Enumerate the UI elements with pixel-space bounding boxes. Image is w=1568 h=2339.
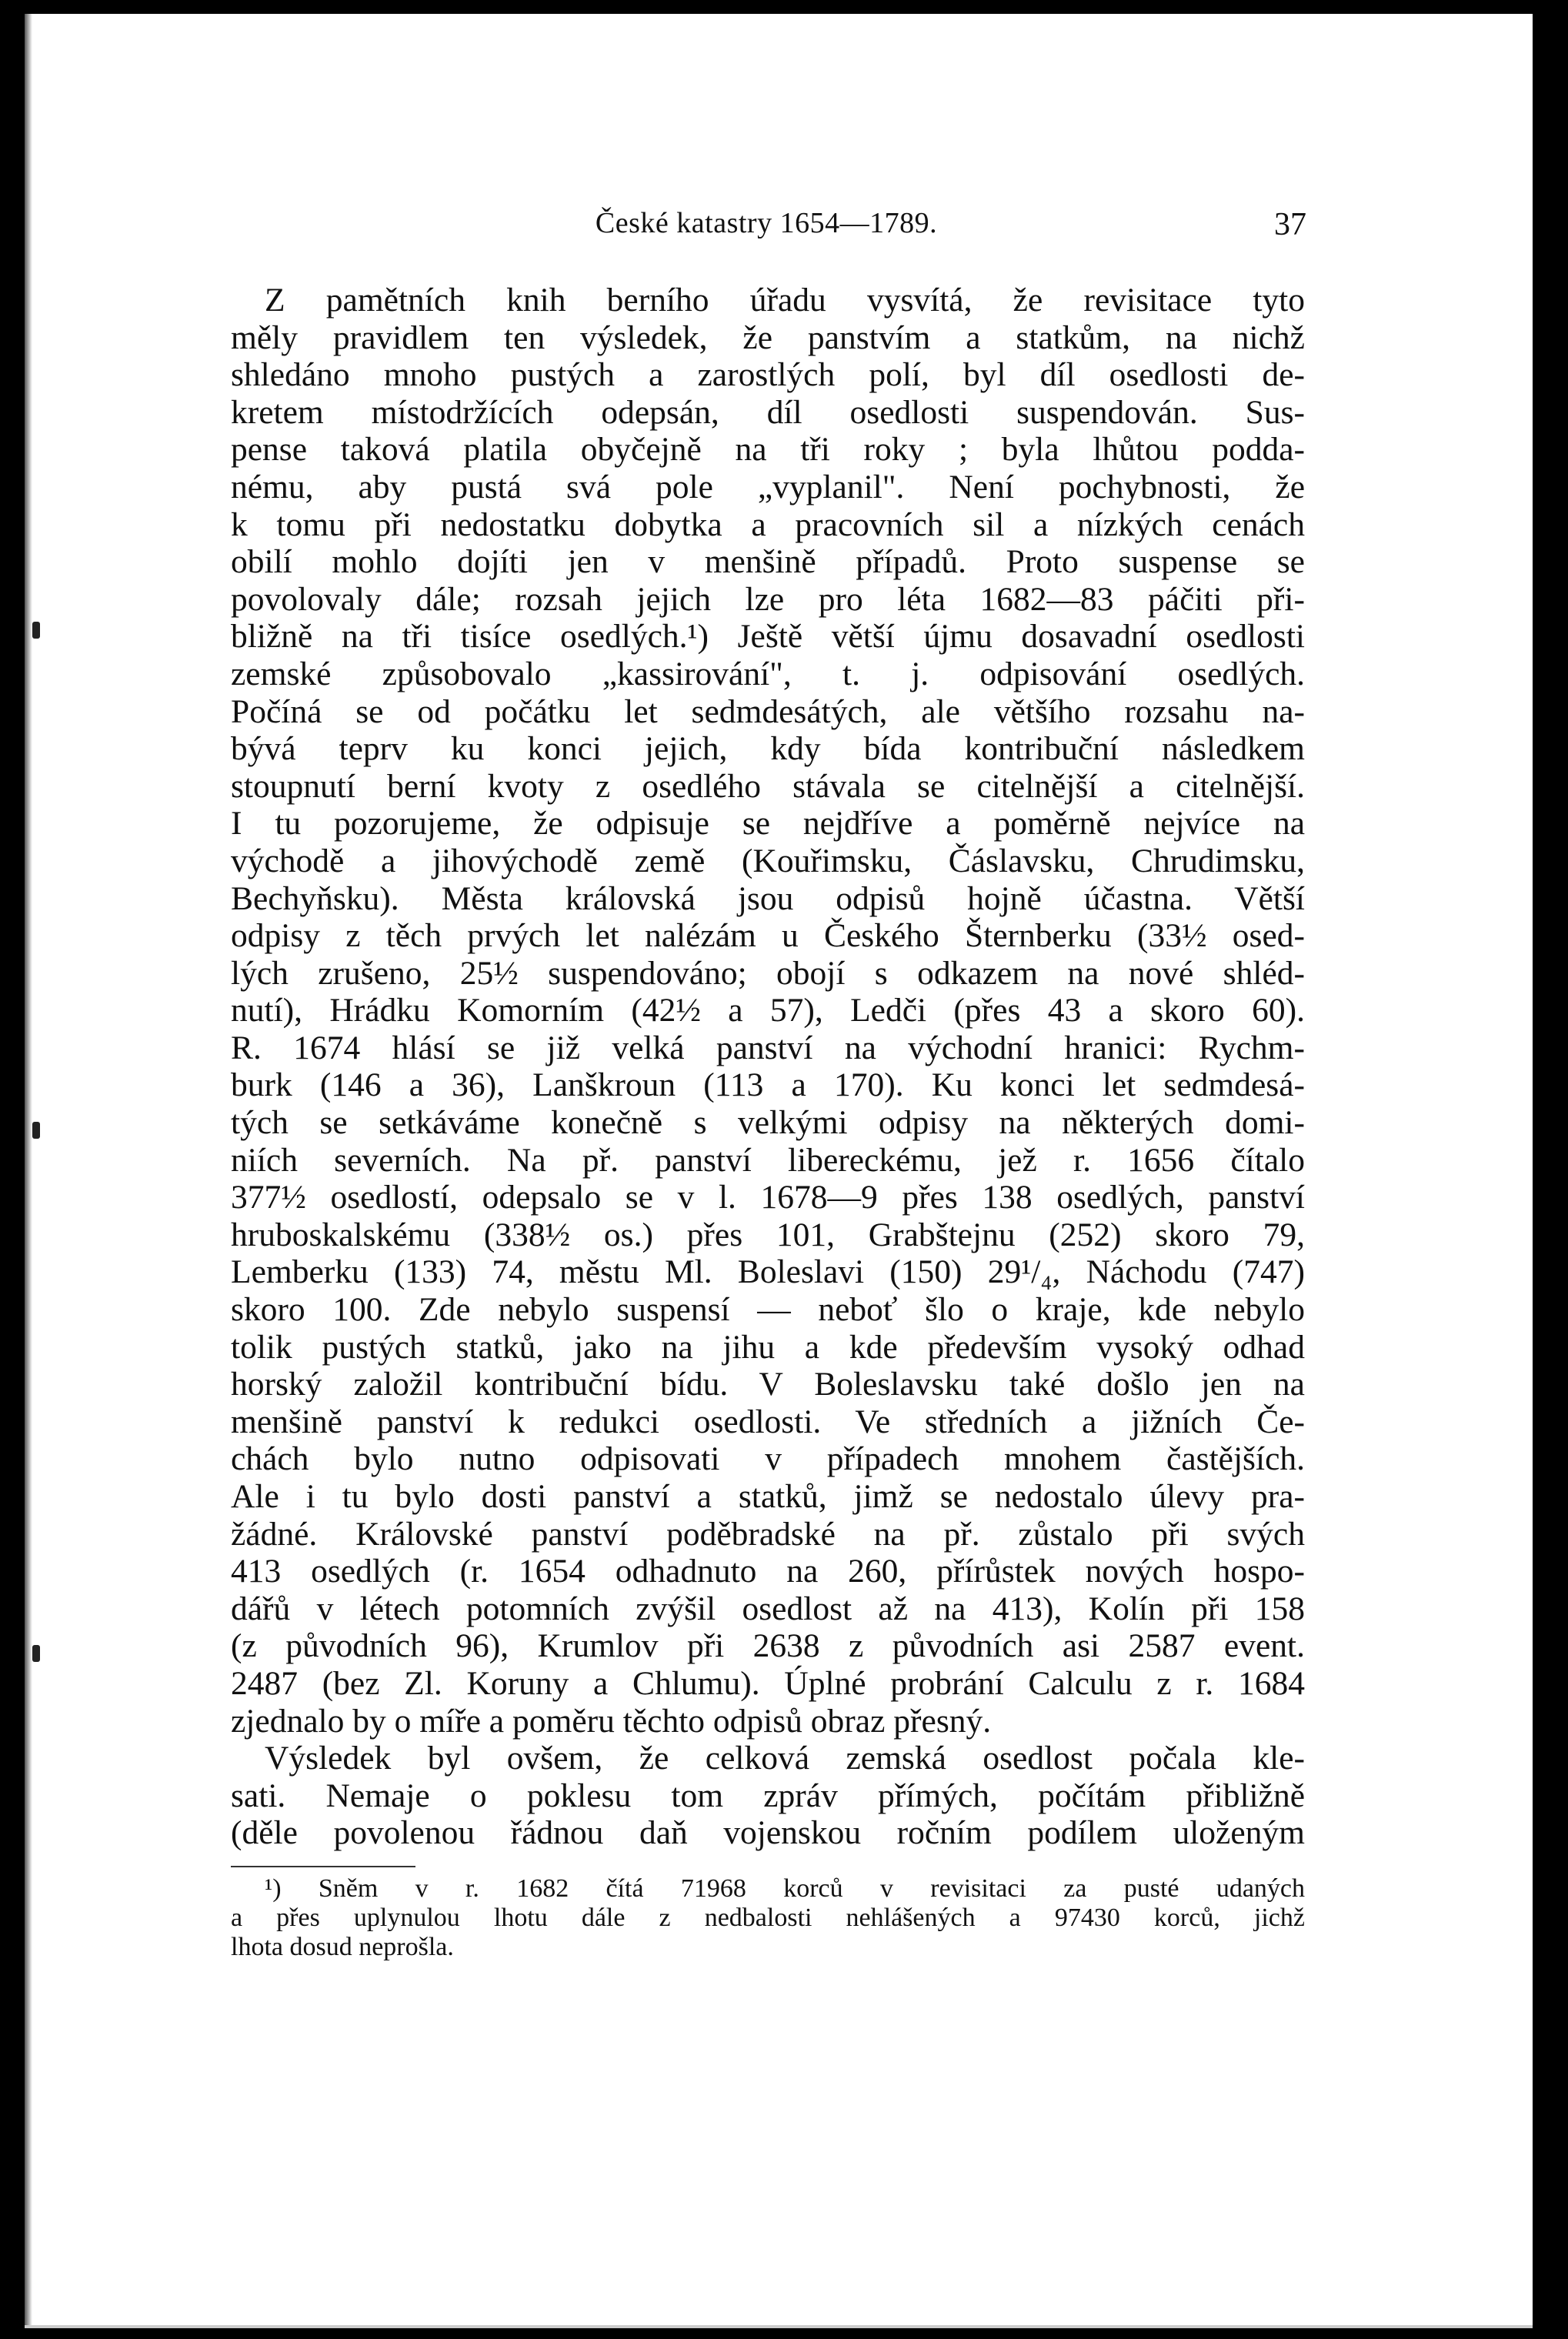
text-line: obilí mohlo dojíti jen v menšině případů. Proto suspense se — [231, 543, 1305, 581]
text-line: Bechyňsku). Města královská jsou odpisů hojně účastna. Větší — [231, 879, 1305, 917]
text-line: povolovaly dále; rozsah jejich lze pro léta 1682—83 páčiti při- — [231, 580, 1305, 618]
text-line: zjednalo by o míře a poměru těchto odpisů obraz přesný. — [231, 1702, 992, 1740]
text-line: menšině panství k redukci osedlosti. Ve středních a jižních Če- — [231, 1403, 1305, 1440]
text-line: odpisy z těch prvých let nalézám u Českého Šternberku (33½ osed- — [231, 917, 1305, 955]
text-line: nutí), Hrádku Komorním (42½ a 57), Ledči (přes 43 a skoro 60). — [231, 992, 1305, 1029]
scan-mark — [32, 622, 40, 639]
body-text — [231, 282, 1305, 1852]
text-line: tých se setkáváme konečně s velkými odpisy na některých domi- — [231, 1104, 1305, 1142]
text-line: žádné. Královské panství poděbradské na př. zůstalo při svých — [231, 1515, 1305, 1553]
text-line: dářů v létech potomních zvýšil osedlost až na 413), Kolín při 158 — [231, 1590, 1305, 1627]
footnote-line: lhota dosud neprošla. — [231, 1933, 454, 1961]
text-line: stoupnutí berní kvoty z osedlého stávala se citelnější a citelnější. — [231, 767, 1305, 805]
text-line: R. 1674 hlásí se již velká panství na východní hranici: Rychm- — [231, 1029, 1305, 1066]
text-line: Z pamětních knih berního úřadu vysvítá, že revisitace tyto — [265, 282, 1305, 319]
page-number: 37 — [1274, 207, 1306, 242]
footnote — [231, 1874, 1305, 1962]
text-line: bývá teprv ku konci jejich, kdy bída kontribuční následkem — [231, 730, 1305, 768]
footnote-line: ¹) Sněm v r. 1682 čítá 71968 korců v revisitaci za pusté udaných — [265, 1874, 1305, 1903]
text-line: Výsledek byl ovšem, že celková zemská osedlost počala kle- — [265, 1740, 1305, 1777]
text-line: nému, aby pustá svá pole „vyplanil". Není pochybnosti, že — [231, 468, 1305, 506]
text-line: zemské způsobovalo „kassirování", t. j. odpisování osedlých. — [231, 655, 1305, 692]
text-line: I tu pozorujeme, že odpisuje se nejdříve a poměrně nejvíce na — [231, 805, 1305, 843]
text-line: měly pravidlem ten výsledek, že panstvím a statkům, na nichž — [231, 319, 1305, 356]
text-line: Lemberku (133) 74, městu Ml. Boleslavi (150) 29¹/₄, Náchodu (747) — [231, 1253, 1305, 1291]
running-head: České katastry 1654—1789. — [595, 207, 938, 239]
text-line: tolik pustých statků, jako na jihu a kde především vysoký odhad — [231, 1328, 1305, 1366]
page-bottom-edge — [25, 2325, 1533, 2328]
page-edge-shadow — [25, 14, 32, 2328]
text-line: pense taková platila obyčejně na tři roky ; byla lhůtou podda- — [231, 431, 1305, 469]
footnote-line: a přes uplynulou lhotu dále z nedbalosti nehlášených a 97430 korců, jichž — [231, 1904, 1305, 1932]
text-line: chách bylo nutno odpisovati v případech mnohem častějších. — [231, 1440, 1305, 1478]
text-line: niích severních. Na př. panství libereckému, jež r. 1656 čítalo — [231, 1141, 1305, 1179]
text-line: 413 osedlých (r. 1654 odhadnuto na 260, přírůstek nových hospo- — [231, 1553, 1305, 1590]
text-line: 377½ osedlostí, odepsalo se v l. 1678—9 přes 138 osedlých, panství — [231, 1179, 1305, 1216]
text-line: burk (146 a 36), Lanškroun (113 a 170). Ku konci let sedmdesá- — [231, 1066, 1305, 1104]
scan-mark — [32, 1122, 40, 1139]
text-line: bližně na tři tisíce osedlých.¹) Ještě větší újmu dosavadní osedlosti — [231, 618, 1305, 656]
text-line: hruboskalskému (338½ os.) přes 101, Grabštejnu (252) skoro 79, — [231, 1216, 1305, 1253]
text-line: Ale i tu bylo dosti panství a statků, jimž se nedostalo úlevy pra- — [231, 1478, 1305, 1515]
text-line: shledáno mnoho pustých a zarostlých polí, byl díl osedlosti de- — [231, 356, 1305, 394]
text-line: horský založil kontribuční bídu. V Boleslavsku také došlo jen na — [231, 1366, 1305, 1403]
text-line: (z původních 96), Krumlov při 2638 z původních asi 2587 event. — [231, 1627, 1305, 1665]
text-line: lých zrušeno, 25½ suspendováno; obojí s odkazem na nové shléd- — [231, 954, 1305, 992]
text-line: kretem místodržících odepsán, díl osedlosti suspendován. Sus- — [231, 393, 1305, 431]
text-line: 2487 (bez Zl. Koruny a Chlumu). Úplné probrání Calculu z r. 1684 — [231, 1664, 1305, 1702]
footnote-rule — [231, 1866, 415, 1867]
text-line: východě a jihovýchodě země (Kouřimsku, Čáslavsku, Chrudimsku, — [231, 842, 1305, 879]
scan-mark — [32, 1645, 40, 1662]
text-line: skoro 100. Zde nebylo suspensí — neboť šlo o kraje, kde nebylo — [231, 1291, 1305, 1329]
text-line: (děle povolenou řádnou daň vojenskou ročním podílem uloženým — [231, 1814, 1305, 1852]
page-header — [226, 206, 1306, 245]
text-line: sati. Nemaje o poklesu tom zpráv přímých, počítám přibližně — [231, 1777, 1305, 1814]
text-line: Počíná se od počátku let sedmdesátých, ale většího rozsahu na- — [231, 692, 1305, 730]
text-line: k tomu při nedostatku dobytka a pracovních sil a nízkých cenách — [231, 506, 1305, 543]
